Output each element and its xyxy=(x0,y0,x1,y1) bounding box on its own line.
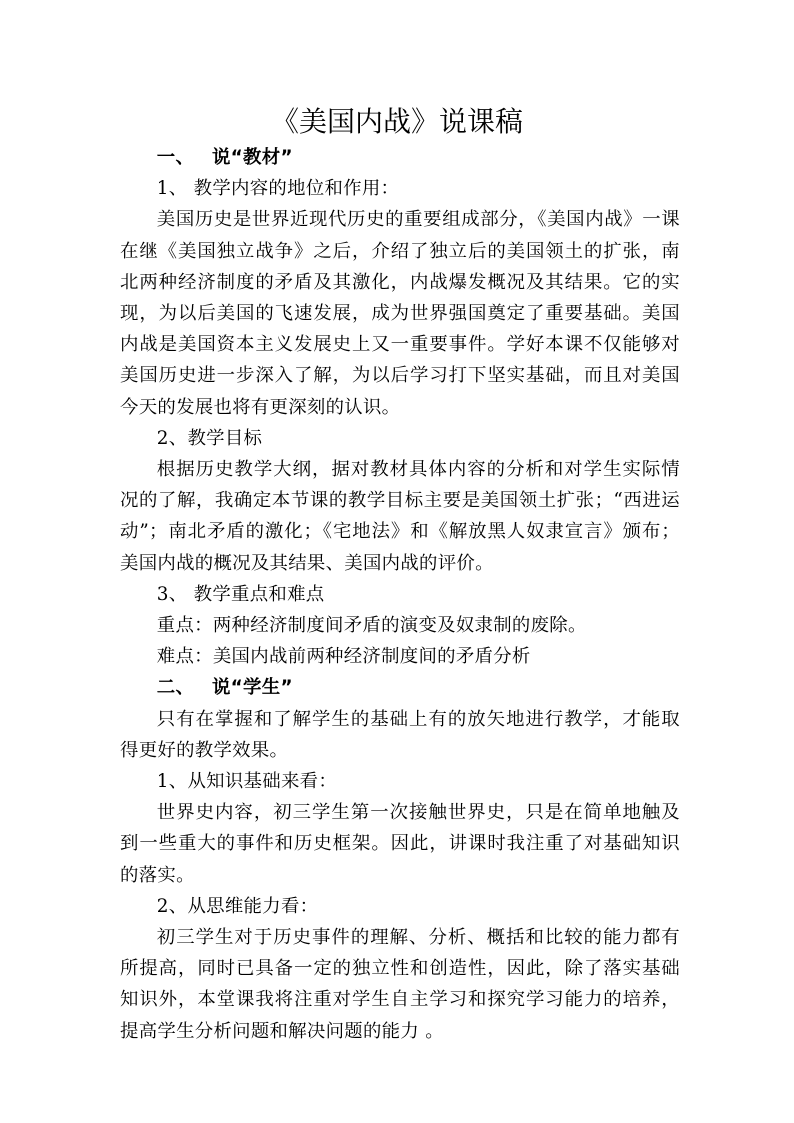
subheading-teaching-goals: 2、教学目标 xyxy=(156,427,263,449)
document-title: 《美国内战》说课稿 xyxy=(270,105,523,138)
subheading-content-position: 1、 教学内容的地位和作用： xyxy=(156,178,400,200)
section-heading-text: 说“学生” xyxy=(211,677,293,699)
subheading-thinking-ability: 2、从思维能力看： xyxy=(156,895,319,917)
key-point-line: 重点：两种经济制度间矛盾的演变及奴隶制的废除。 xyxy=(156,615,587,637)
subheading-knowledge-base: 1、从知识基础来看： xyxy=(156,771,338,793)
section-number: 二、 xyxy=(156,677,195,699)
paragraph: 初三学生对于历史事件的理解、分析、概括和比较的能力都有所提高，同时已具备一定的独立性和创造性，因此，除了落实基础知识外，本堂课我将注重对学生自主学习和探究学习能力的培养，提高学生分析问题和解决问题的能力 。 xyxy=(120,927,680,1042)
paragraph: 只有在掌握和了解学生的基础上有的放矢地进行教学，才能取得更好的教学效果。 xyxy=(120,708,680,761)
section-heading-text: 说“教材” xyxy=(211,147,293,168)
paragraph: 美国历史是世界近现代历史的重要组成部分，《美国内战》一课在继《美国独立战争》之后，介绍了独立后的美国领土的扩张，南北两种经济制度的矛盾及其激化，内战爆发概况及其结果。它的实现，为以后美国的飞速发展，成为世界强国奠定了重要基础。美国内战是美国资本主义发展史上又一重要事件。学好本课不仅能够对美国历史进一步深入了解，为以后学习打下坚实基础，而且对美国今天的发展也将有更深刻的认识。 xyxy=(120,209,680,418)
document-body xyxy=(120,142,680,1047)
subheading-key-difficult-points: 3、 教学重点和难点 xyxy=(156,583,325,605)
paragraph: 世界史内容，初三学生第一次接触世界史，只是在简单地触及到一些重大的事件和历史框架。因此，讲课时我注重了对基础知识的落实。 xyxy=(120,802,680,886)
section-heading-students xyxy=(120,672,680,703)
difficult-point-line: 难点：美国内战前两种经济制度间的矛盾分析 xyxy=(156,646,531,668)
paragraph: 根据历史教学大纲，据对教材具体内容的分析和对学生实际情况的了解，我确定本节课的教学目标主要是美国领土扩张；“西进运动”；南北矛盾的激化；《宅地法》和《解放黑人奴隶宣言》颁布；美国内战的概况及其结果、美国内战的评价。 xyxy=(120,459,680,574)
section-heading-textbook xyxy=(120,142,680,173)
section-number: 一、 xyxy=(156,147,195,168)
